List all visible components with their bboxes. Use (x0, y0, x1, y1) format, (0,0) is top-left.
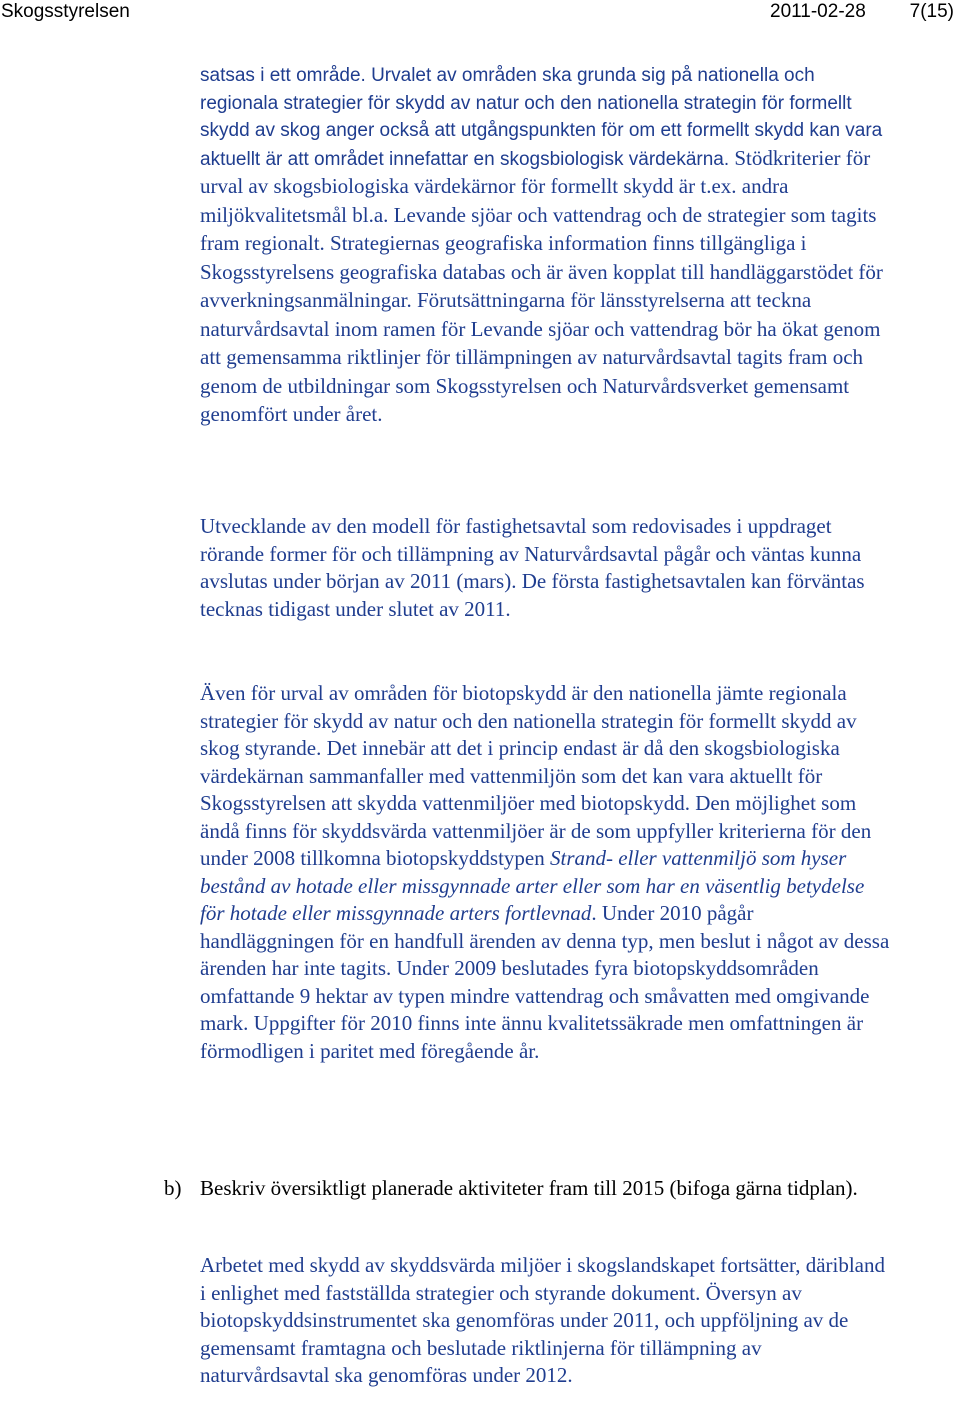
paragraph-selection-criteria (200, 62, 890, 430)
paragraph-biotope-protection (200, 680, 890, 1065)
question-marker: b) (164, 1176, 182, 1200)
organization-name: Skogsstyrelsen (1, 1, 130, 22)
paragraph-planned-activities: Arbetet med skydd av skyddsvärda miljöer i skogslandskapet fortsätter, däribland i enlighet med fastställda strategier och styrande dokument. Översyn av biotopskyddsinstrumentet ska genomföras under 2011, och uppföljning av de gemensamt framtagna och beslutade riktlinjerna för tillämpning av naturvårdsavtal ska genomföras under 2012. (200, 1253, 885, 1387)
paragraph-text-after: . Under 2010 pågår handläggningen för en handfull ärenden av denna typ, men beslut i något av dessa ärenden har inte tagits. Under 2009 beslutades fyra biotopskyddsområden omfattande 9 hektar av typen mindre vattendrag och småvatten med omgivande mark. Uppgifter för 2010 finns inte ännu kvalitetssäkrade men omfattningen är förmodligen i paritet med föregående år. (200, 901, 890, 1063)
paragraph-sans-segment: satsas i ett område. Urvalet av områden ska grunda sig på nationella och regionala strategier för skydd av natur och den nationella strategin för formellt skydd av skog anger också att utgångspunkten för om ett formellt skydd kan vara aktuellt är att området innefattar en skogsbiologisk värdekärna. (200, 65, 883, 170)
paragraph-text-before: Även för urval av områden för biotopskydd är den nationella jämte regionala strategier för skydd av natur och den nationella strategin för formellt skydd av skog styrande. Det innebär att det i princip endast är då den skogsbiologiska värdekärnan sammanfaller med vattenmiljön som det kan vara aktuellt för Skogsstyrelsen att skydda vattenmiljöer med biotopskydd. Den möjlighet som ändå finns för skyddsvärda vattenmiljöer är de som uppfyller kriterierna för den under 2008 tillkomna biotopskyddstypen (200, 681, 872, 870)
document-date: 2011-02-28 (770, 1, 866, 22)
page-header (0, 0, 960, 28)
page-number: 7(15) (909, 1, 954, 22)
paragraph-property-agreement: Utvecklande av den modell för fastighetsavtal som redovisades i uppdraget rörande former för och tillämpning av Naturvårdsavtal pågår och väntas kunna avslutas under början av 2011 (mars). De första fastighetsavtalen kan förväntas tecknas tidigast under slutet av 2011. (200, 514, 865, 621)
biotope-type-italic: Strand- eller vattenmiljö som hyser bestånd av hotade eller missgynnade arter eller som har en väsentlig betydelse för hotade eller missgynnade arters fortlevnad (200, 846, 865, 925)
question-text: Beskriv översiktligt planerade aktiviteter fram till 2015 (bifoga gärna tidplan). (200, 1176, 858, 1200)
paragraph-serif-segment: Stödkriterier för urval av skogsbiologiska värdekärnor för formellt skydd är t.ex. andra miljökvalitetsmål bl.a. Levande sjöar och vattendrag och de strategier som tagits fram regionalt. Strategiernas geografiska information finns tillgängliga i Skogsstyrelsens geografiska databas och är även kopplat till handläggarstödet för avverkningsanmälningar. Förutsättningarna för länsstyrelserna att teckna naturvårdsavtal inom ramen för Levande sjöar och vattendrag bör ha ökat genom att gemensamma riktlinjer för tillämpningen av naturvårdsavtal tagits fram och genom de utbildningar som Skogsstyrelsen och Naturvårdsverket gemensamt genomfört under året. (200, 145, 883, 426)
